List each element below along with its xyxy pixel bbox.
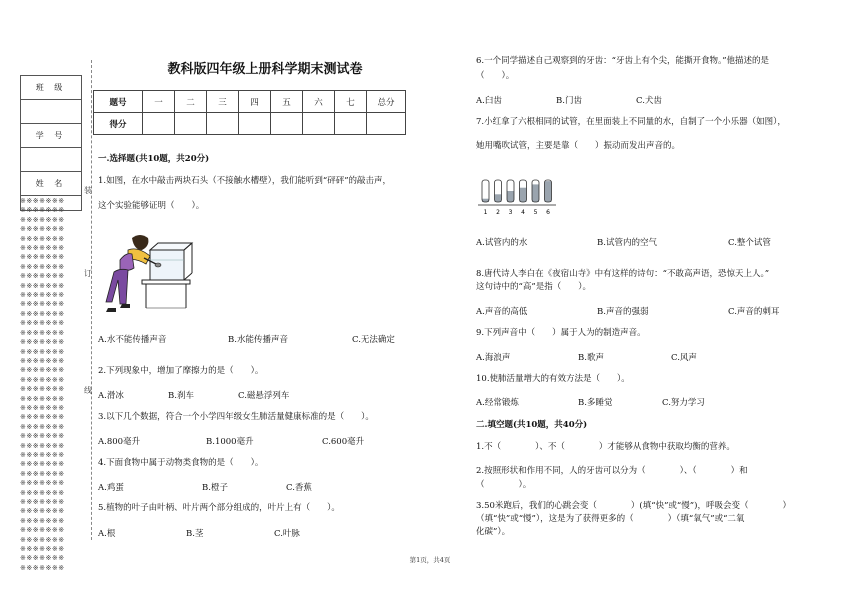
q6-text-line1: 6.一个同学描述自己观察到的牙齿：“牙齿上有个尖，能撕开食物。”他描述的是 xyxy=(476,56,770,66)
score-cell[interactable] xyxy=(335,113,367,135)
q10-option-b[interactable]: B.多睡觉 xyxy=(578,398,613,408)
q8-text-line2: 这句诗中的“高”是指（ ）。 xyxy=(476,282,591,292)
score-cell[interactable] xyxy=(271,113,303,135)
q8-text-line1: 8.唐代诗人李白在《夜宿山寺》中有这样的诗句：“不敢高声语，恐惊天上人。” xyxy=(476,269,770,279)
tube-water-6 xyxy=(545,181,552,202)
fill3-text-line2: （填“快”或“慢”），这是为了获得更多的（ ）（填“氧气”或“二氧 xyxy=(476,514,745,524)
score-header-2: 二 xyxy=(175,91,207,113)
page-footer: 第1页，共4页 xyxy=(409,556,451,564)
score-cell[interactable] xyxy=(239,113,271,135)
q5-option-a[interactable]: A.根 xyxy=(98,529,116,539)
section2-heading: 二.填空题(共10题，共40分) xyxy=(476,420,588,430)
q7-option-c[interactable]: C.整个试管 xyxy=(728,238,771,248)
q7-option-b[interactable]: B.试管内的空气 xyxy=(597,238,657,248)
q8-option-c[interactable]: C.声音的刺耳 xyxy=(728,307,780,317)
q9-option-b[interactable]: B.歌声 xyxy=(578,353,604,363)
exam-title: 教科版四年级上册科学期末测试卷 xyxy=(167,62,363,77)
q4-text: 4.下面食物中属于动物类食物的是（ ）。 xyxy=(98,458,264,468)
q4-option-b[interactable]: B.橙子 xyxy=(202,483,228,493)
tube-label-6: 6 xyxy=(546,209,550,216)
q1-text-line1: 1.如图，在水中敲击两块石头（不接触水槽壁），我们能听到“砰砰”的敲击声， xyxy=(98,176,392,186)
score-header-4: 四 xyxy=(239,91,271,113)
q7-text-line1: 7.小红拿了六根相同的试管，在里面装上不同量的水，自制了一个小乐器（如图）， xyxy=(476,117,786,127)
q7-text-line2: 她用嘴吹试管，主要是靠（ ）振动而发出声音的。 xyxy=(476,141,681,151)
class-label: 班 级 xyxy=(21,76,82,100)
q1-text-line2: 这个实验能够证明（ ）。 xyxy=(98,201,205,211)
tube-label-3: 3 xyxy=(508,209,513,216)
q9-option-c[interactable]: C.风声 xyxy=(671,353,697,363)
binding-dashed-line xyxy=(91,60,92,540)
fill3-text-line3: 化碳”）。 xyxy=(476,527,511,537)
fill1-text: 1.不（ ）、不（ ）才能够从食物中获取均衡的营养。 xyxy=(476,442,735,452)
q6-option-a[interactable]: A.臼齿 xyxy=(476,96,502,106)
tube-water-5 xyxy=(532,184,539,202)
seal-char-xian: 线 xyxy=(84,386,92,395)
class-field[interactable] xyxy=(21,100,82,124)
q2-text: 2.下列现象中，增加了摩擦力的是（ ）。 xyxy=(98,366,264,376)
score-header-6: 六 xyxy=(303,91,335,113)
q1-option-a[interactable]: A.水不能传播声音 xyxy=(98,335,167,345)
q10-text: 10.使肺活量增大的有效方法是（ ）。 xyxy=(476,374,630,384)
score-header-label: 题号 xyxy=(94,91,143,113)
binding-star-pattern: ※※※※※※※ ※※※※※※※ ※※※※※※※ ※※※※※※※ ※※※※※※※ ※※※※※※※ ※※※※※※※ ※※※※※※※ ※※※※※※※ ※※※※※※※ ※※※※※※※ ※※※※※※※ ※※※※※※※ ※※※※※※※ ※※※※※※※ ※※※※※※※ ※※※※※※※ ※※※※※※※ ※※※※※※※ ※※※※※※※ ※※※※※※※ ※※※※※※※ ※※※※※※※ ※※※※※※※ ※※※※※※※ ※※※※※※※ ※※※※※※※ ※※※※※※※ ※※※※※※※ ※※※※※※※ ※※※※※※※ ※※※※※※※ ※※※※※※※ ※※※※※※※ ※※※※※※※ ※※※※※※※ ※※※※※※※ ※※※※※※※ ※※※※※※※ ※※※※※※※ xyxy=(20,197,65,572)
q10-option-a[interactable]: A.经常锻炼 xyxy=(476,398,519,408)
tube-water-3 xyxy=(507,191,514,202)
tube-water-4 xyxy=(520,188,527,202)
seal-char-zhuang: 装 xyxy=(84,186,92,195)
q1-option-c[interactable]: C.无法确定 xyxy=(352,335,395,345)
q10-option-c[interactable]: C.努力学习 xyxy=(662,398,705,408)
score-header-7: 七 xyxy=(335,91,367,113)
q2-option-c[interactable]: C.磁悬浮列车 xyxy=(238,391,290,401)
score-header-total: 总分 xyxy=(367,91,406,113)
score-header-3: 三 xyxy=(207,91,239,113)
q7-test-tubes-illustration xyxy=(478,178,558,218)
score-header-5: 五 xyxy=(271,91,303,113)
q9-option-a[interactable]: A.海浪声 xyxy=(476,353,511,363)
q3-option-a[interactable]: A.800毫升 xyxy=(98,437,141,447)
q8-option-b[interactable]: B.声音的强弱 xyxy=(597,307,649,317)
score-cell[interactable] xyxy=(143,113,175,135)
student-number-label: 学 号 xyxy=(21,124,82,148)
score-cell[interactable] xyxy=(303,113,335,135)
q2-option-b[interactable]: B.刹车 xyxy=(168,391,194,401)
tube-label-4: 4 xyxy=(521,209,525,216)
q3-option-c[interactable]: C.600毫升 xyxy=(322,437,365,447)
q9-text: 9.下列声音中（ ）属于人为的制造声音。 xyxy=(476,328,646,338)
score-cell[interactable] xyxy=(207,113,239,135)
q2-option-a[interactable]: A.滑冰 xyxy=(98,391,124,401)
q1-illustration xyxy=(100,228,195,320)
tube-label-5: 5 xyxy=(533,209,538,216)
fill2-text-line1: 2.按照形状和作用不同，人的牙齿可以分为（ ）、（ ）和 xyxy=(476,466,748,476)
q5-option-b[interactable]: B.茎 xyxy=(186,529,204,539)
score-cell-total[interactable] xyxy=(367,113,406,135)
q7-option-a[interactable]: A.试管内的水 xyxy=(476,238,528,248)
q3-option-b[interactable]: B.1000毫升 xyxy=(206,437,254,447)
q1-option-b[interactable]: B.水能传播声音 xyxy=(228,335,288,345)
q3-text: 3.以下几个数据，符合一个小学四年级女生肺活量健康标准的是（ ）。 xyxy=(98,412,374,422)
q4-option-c[interactable]: C.香蕉 xyxy=(286,483,312,493)
score-header-1: 一 xyxy=(143,91,175,113)
section1-heading: 一.选择题(共10题，共20分) xyxy=(98,154,210,164)
name-label: 姓 名 xyxy=(21,172,82,196)
q5-option-c[interactable]: C.叶脉 xyxy=(274,529,300,539)
tube-water-2 xyxy=(495,194,502,202)
seal-char-ding: 订 xyxy=(84,269,92,278)
q8-option-a[interactable]: A.声音的高低 xyxy=(476,307,528,317)
fill3-text-line1: 3.50米跑后，我们的心跳会变（ ）(填“快”或“慢”)，呼吸会变（ ） xyxy=(476,501,791,511)
score-table xyxy=(93,90,406,135)
tube-label-2: 2 xyxy=(496,209,500,216)
q4-option-a[interactable]: A.鸡蛋 xyxy=(98,483,124,493)
score-row-label: 得分 xyxy=(94,113,143,135)
q6-text-line2: （ ）。 xyxy=(476,71,515,81)
score-cell[interactable] xyxy=(175,113,207,135)
q5-text: 5.植物的叶子由叶柄、叶片两个部分组成的，叶片上有（ ）。 xyxy=(98,503,340,513)
tube-label-1: 1 xyxy=(483,209,488,216)
student-number-field[interactable] xyxy=(21,148,82,172)
q6-option-b[interactable]: B.门齿 xyxy=(556,96,582,106)
test-tube-1 xyxy=(482,180,489,202)
fill2-text-line2: （ ）。 xyxy=(476,480,532,490)
q6-option-c[interactable]: C.犬齿 xyxy=(636,96,662,106)
student-info-table xyxy=(20,75,82,211)
